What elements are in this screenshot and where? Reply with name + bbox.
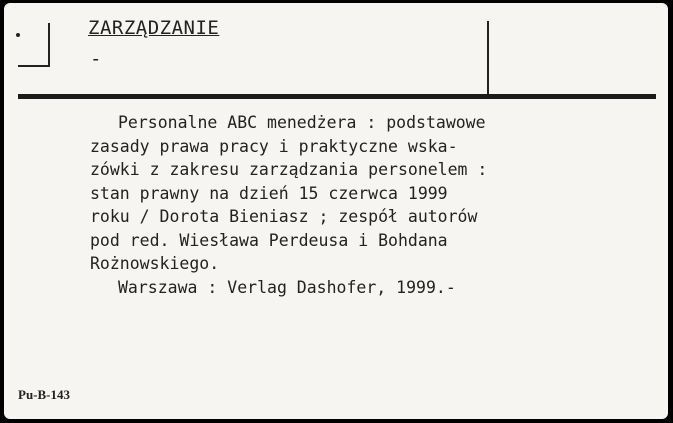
description-line: roku / Dorota Bieniasz ; zespół autorów bbox=[90, 207, 478, 226]
description-line: zasady prawa pracy i praktyczne wska- bbox=[90, 136, 458, 156]
imprint-end-mark: - bbox=[445, 277, 456, 297]
bibliographic-description bbox=[90, 111, 650, 299]
imprint: Warszawa : Verlag Dashofer, 1999. bbox=[118, 277, 446, 297]
corner-dot bbox=[16, 33, 20, 37]
shelf-mark: Pu-B-143 bbox=[18, 387, 70, 402]
corner-box-horizontal-line bbox=[18, 65, 50, 67]
horizontal-rule bbox=[18, 94, 656, 99]
description-line: Rożnowskiego. bbox=[90, 254, 220, 273]
description-line: stan prawny na dzień 15 czerwca 1999 bbox=[90, 183, 448, 203]
description-line: Personalne ABC menedżera : podstawowe bbox=[118, 113, 486, 132]
description-line: zówki z zakresu zarządzania personelem : bbox=[90, 160, 488, 179]
corner-box-vertical-line bbox=[48, 23, 50, 66]
heading-divider-line bbox=[487, 21, 489, 97]
catalog-card bbox=[4, 3, 668, 419]
subject-heading: ZARZĄDZANIE bbox=[88, 17, 220, 39]
imprint-line bbox=[90, 276, 650, 300]
description-line: pod red. Wiesława Perdeusa i Bohdana bbox=[90, 230, 448, 250]
subject-subheading: - bbox=[90, 48, 102, 70]
